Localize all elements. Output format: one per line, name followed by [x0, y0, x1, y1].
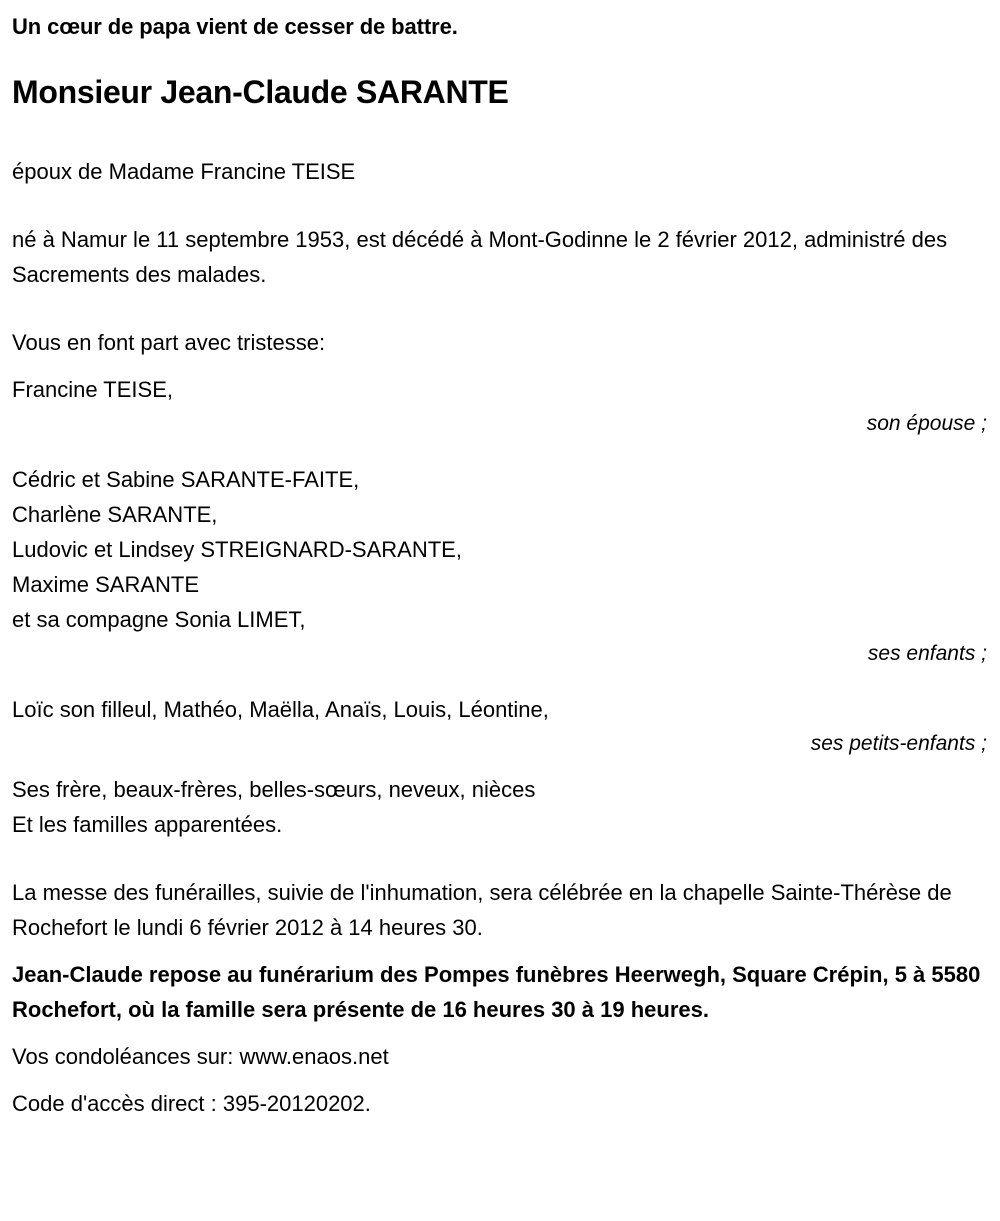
birth-death-line: né à Namur le 11 septembre 1953, est décédé à Mont-Godinne le 2 février 2012, administré des Sacrements des malades.	[12, 227, 948, 287]
survivor-name: Ludovic et Lindsey STREIGNARD-SARANTE,	[12, 537, 462, 562]
survivor-name: Cédric et Sabine SARANTE-FAITE,	[12, 467, 360, 492]
deceased-name: Monsieur Jean-Claude SARANTE	[12, 74, 509, 110]
intro-line: Un cœur de papa vient de cesser de battre.	[12, 14, 458, 39]
spacer	[12, 1074, 992, 1086]
survivor-name: Francine TEISE,	[12, 377, 173, 402]
spacer	[12, 1027, 992, 1039]
relation-label-spouse: son épouse ;	[866, 412, 987, 435]
survivor-name: Maxime SARANTE	[12, 572, 200, 597]
spacer	[12, 440, 992, 462]
spacer	[12, 760, 992, 772]
condolences-website[interactable]: Vos condoléances sur: www.enaos.net	[12, 1044, 389, 1069]
survivor-group-grandchildren	[12, 692, 992, 727]
survivor-name: et sa compagne Sonia LIMET,	[12, 607, 306, 632]
extended-family-line: Ses frère, beaux-frères, belles-sœurs, neveux, nièces	[12, 777, 536, 802]
survivor-group-extended	[12, 772, 992, 842]
spacer	[12, 842, 992, 875]
visitation-details: Jean-Claude repose au funérarium des Pompes funèbres Heerwegh, Square Crépin, 5 à 5580 Rochefort, où la famille sera présente de 16 heures 30 à 19 heures.	[12, 962, 981, 1022]
relation-label-children: ses enfants ;	[867, 642, 987, 665]
announcement-lead: Vous en font part avec tristesse:	[12, 330, 326, 355]
spacer	[12, 670, 992, 692]
relation-label-grandchildren: ses petits-enfants ;	[810, 732, 987, 755]
access-code: Code d'accès direct : 395-20120202.	[12, 1091, 371, 1116]
survivor-group-spouse	[12, 372, 992, 407]
spacer	[12, 945, 992, 957]
spacer	[12, 360, 992, 372]
survivor-name: Loïc son filleul, Mathéo, Maëlla, Anaïs, Louis, Léontine,	[12, 697, 549, 722]
funeral-mass-details: La messe des funérailles, suivie de l'inhumation, sera célébrée en la chapelle Sainte-Thérèse de Rochefort le lundi 6 février 2012 à 14 heures 30.	[12, 880, 952, 940]
extended-family-line: Et les familles apparentées.	[12, 812, 283, 837]
survivor-group-children	[12, 462, 992, 637]
spouse-line: époux de Madame Francine TEISE	[12, 159, 356, 184]
survivor-name: Charlène SARANTE,	[12, 502, 218, 527]
